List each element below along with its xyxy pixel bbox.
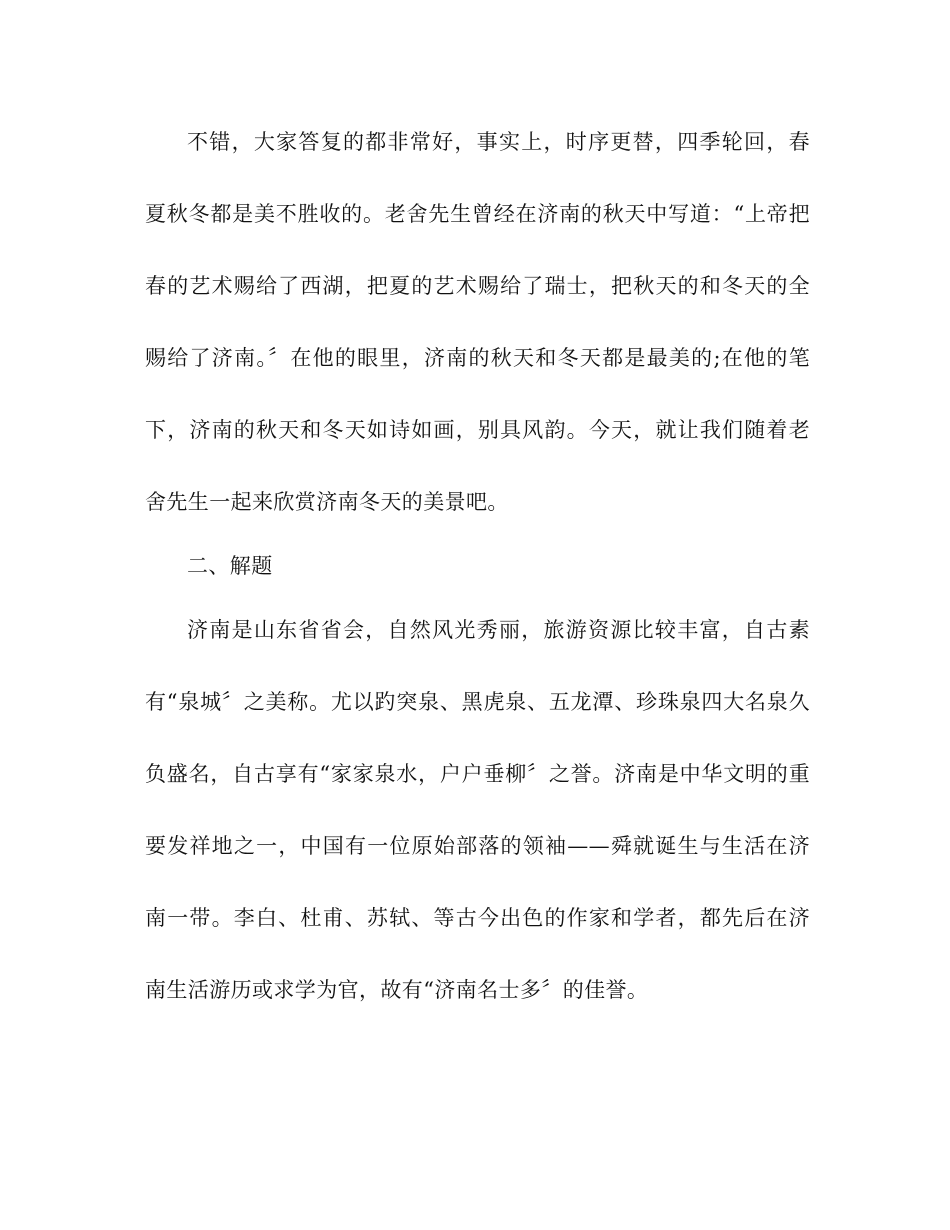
paragraph-1-line-6: 舍先生一起来欣赏济南冬天的美景吧。 [145,490,509,514]
paragraph-2-line-6: 南生活游历或求学为官，故有“济南名士多〞的佳誉。 [145,978,649,1002]
paragraph-1-line-1: 不错，大家答复的都非常好，事实上，时序更替，四季轮回，春 [187,130,810,154]
paragraph-2-line-2: 有“泉城〞之美称。尤以趵突泉、黑虎泉、五龙潭、珍珠泉四大名泉久 [145,690,810,714]
paragraph-2-line-3: 负盛名，自古享有“家家泉水，户户垂柳〞之誉。济南是中华文明的重 [145,762,810,786]
section-heading: 二、解题 [187,554,273,578]
paragraph-1-line-5: 下，济南的秋天和冬天如诗如画，别具风韵。今天，就让我们随着老 [145,418,810,442]
paragraph-1-line-3: 春的艺术赐给了西湖，把夏的艺术赐给了瑞士，把秋天的和冬天的全 [145,274,810,298]
paragraph-2-line-4: 要发祥地之一，中国有一位原始部落的领袖——舜就诞生与生活在济 [145,834,810,858]
paragraph-2-line-1: 济南是山东省省会，自然风光秀丽，旅游资源比较丰富，自古素 [187,618,810,642]
paragraph-2-line-5: 南一带。李白、杜甫、苏轼、等古今出色的作家和学者，都先后在济 [145,906,810,930]
paragraph-1-line-4: 赐给了济南。〞在他的眼里，济南的秋天和冬天都是最美的;在他的笔 [145,346,810,370]
paragraph-1-line-2: 夏秋冬都是美不胜收的。老舍先生曾经在济南的秋天中写道：“上帝把 [145,202,810,226]
